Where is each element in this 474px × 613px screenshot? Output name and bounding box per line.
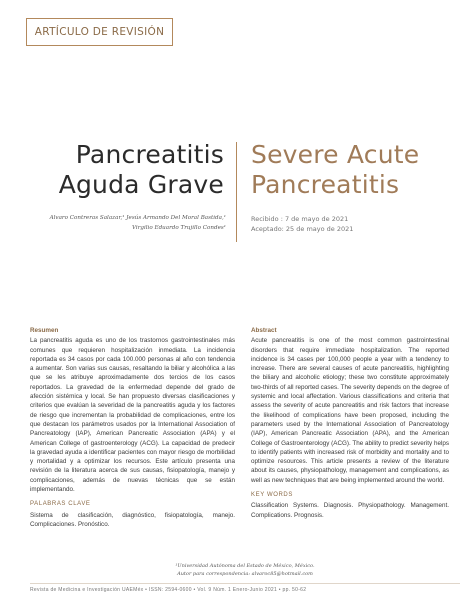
title-spanish: [20, 140, 224, 200]
received-date: Recibido : 7 de mayo de 2021: [251, 215, 349, 223]
palabras-clave-heading: PALABRAS CLAVE: [30, 501, 91, 508]
title-divider: [236, 142, 237, 242]
title-english-line-1: Severe Acute: [251, 140, 420, 169]
affiliation-footnote: [100, 562, 390, 578]
key-words-list: Classification Systems. Diagnosis. Physiopathology. Management. Complications. Prognosis.: [251, 502, 449, 519]
palabras-clave-list: Sistema de clasificación, diagnóstico, fisiopatología, manejo. Complicaciones. Pronóstico.: [30, 511, 235, 528]
resumen-heading: Resumen: [30, 327, 59, 334]
title-english: [251, 140, 461, 200]
abstract-heading: Abstract: [251, 327, 277, 334]
author-line-2: Virgilio Eduardo Trujillo Condes¹: [131, 224, 226, 231]
author-list: [20, 214, 226, 233]
title-spanish-line-2: Aguda Grave: [58, 170, 224, 199]
affiliation-line: ¹Universidad Autónoma del Estado de México, México.: [175, 563, 315, 569]
footer-rule: [30, 583, 460, 584]
key-words-heading: KEY WORDS: [251, 492, 293, 499]
section-tag: ARTÍCULO DE REVISIÓN: [26, 18, 173, 46]
author-line-1: Alvaro Contreras Salazar,¹ Jesús Armando Del Moral Bastida,¹: [49, 215, 226, 221]
title-english-line-2: Pancreatitis: [251, 170, 400, 199]
abstract-body: Acute pancreatitis is one of the most common gastrointestinal disorders that require immediate hospitalization. The reported incidence is 34 cases per 100,000 people a year with a tendency to increase. There are several causes of acute pancreatitis, highlighting the biliary and alcoholic etiology; these two constitute approximately two-thirds of all reported cases. The severity depends on the degree of systemic and local affectation. Various classifications and criteria that assess the severity of acute pancreatitis and risk factors that increase the likelihood of complications have been proposed, including the parameters used by the International Association of Pancreatology (IAP), American Pancreatic Association (APA), and the American College of Gastroenterology (ACG). The ability to predict severity helps to identify patients with increased risk of morbidity and mortality and to optimize resources. This article presents a review of the literature about its causes, physiopathology, management and complications, as well as new techniques that are being implemented around the world.: [251, 337, 449, 484]
correspondence-line: Autor para correspondencia: alvaroc85@hotmail.com: [177, 571, 313, 577]
article-dates: [251, 215, 461, 234]
resumen-section: [30, 326, 235, 529]
journal-citation: Revista de Medicina e Investigación UAEMéx • ISSN: 2594-0600 • Vol. 9 Núm. 1 Enero-Junio 2021 • pp. 50-62: [30, 587, 307, 593]
accepted-date: Aceptado: 25 de mayo de 2021: [251, 224, 354, 233]
journal-footer: [30, 587, 460, 593]
title-spanish-line-1: Pancreatitis: [75, 140, 224, 169]
resumen-body: La pancreatitis aguda es uno de los trastornos gastrointestinales más comunes que requieren hospitalización inmediata. La incidencia reportada es 34 casos por cada 100.000 personas al año con tendencia a aumentar. Son varias sus causas, resaltando la biliar y alcohólica a las que se les atribuye aproximadamente dos tercios de los casos reportados. La gravedad de la enfermedad depende del grado de afección sistémica y local. Se han propuesto diversas clasificaciones y criterios que evalúan la severidad de la pancreatitis aguda y los factores de riesgo que incrementan la probabilidad de complicaciones, entre los que destacan los parámetros usados por la International Association of Pancreatology (IAP), American Pancreatic Association (APA) y el American College of gastroenterology (ACG). La capacidad de predecir la gravedad ayuda a identificar pacientes con mayor riesgo de morbilidad y mortalidad y a optimizar los recursos. Este artículo presenta una revisión de la literatura acerca de sus causas, fisiopatología, manejo y complicaciones, además de nuevas técnicas que se están implementando.: [30, 337, 235, 494]
abstract-section: [251, 326, 449, 520]
